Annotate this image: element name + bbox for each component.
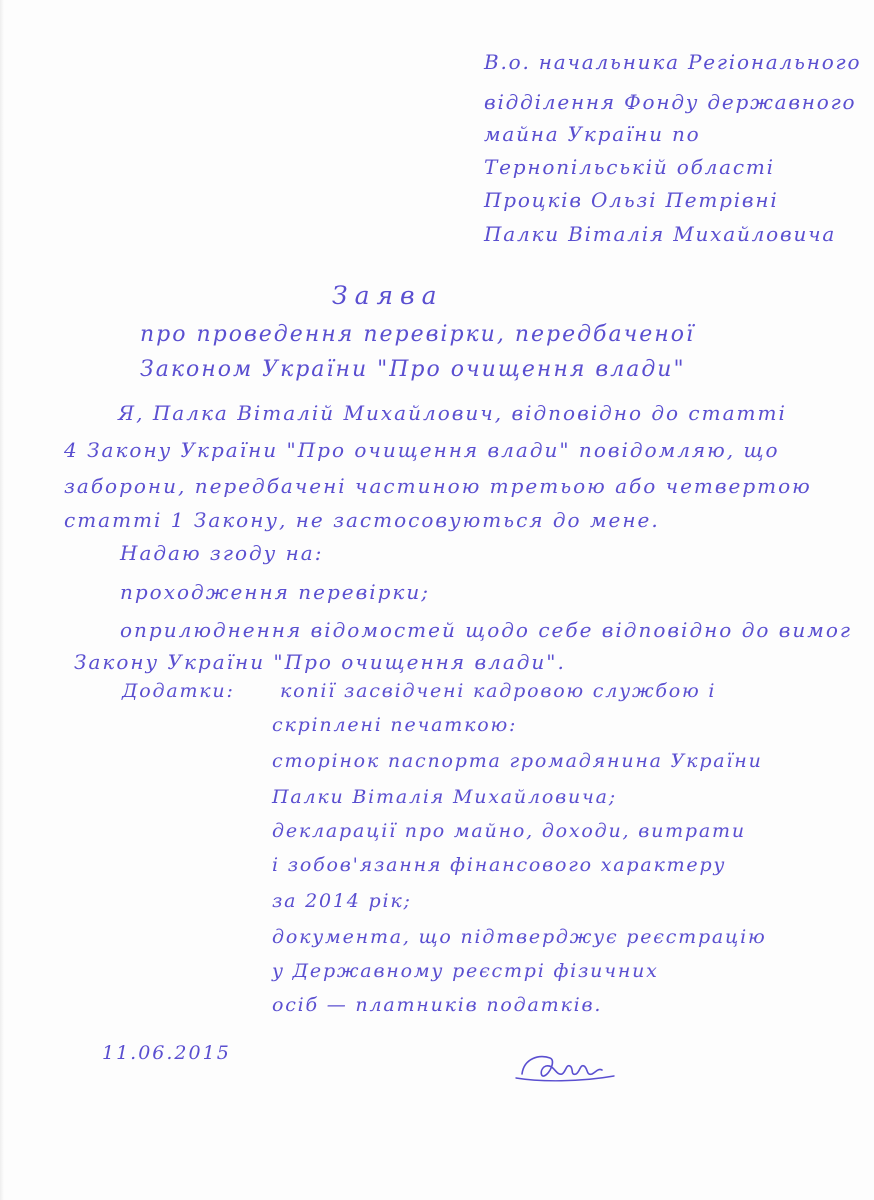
attachments-label: Додатки:	[122, 680, 235, 702]
addressee-line: майна України по	[484, 122, 701, 146]
attachment-line: за 2014 рік;	[272, 890, 412, 912]
body-line: Я, Палка Віталій Михайлович, відповідно до статті	[118, 401, 787, 425]
body-line: оприлюднення відомостей щодо себе відповідно до вимог	[120, 618, 853, 642]
addressee-line: відділення Фонду державного	[484, 90, 857, 114]
addressee-line: Процків Ользі Петрівні	[484, 188, 779, 212]
body-line: проходження перевірки;	[120, 580, 430, 604]
attachment-line: Палки Віталія Михайловича;	[272, 786, 617, 808]
handwritten-signature	[510, 1048, 620, 1088]
attachment-line: декларації про майно, доходи, витрати	[272, 820, 746, 842]
addressee-line: Палки Віталія Михайловича	[484, 222, 837, 246]
attachment-line: документа, що підтверджує реєстрацію	[272, 926, 767, 948]
attachment-line: і зобов'язання фінансового характеру	[272, 854, 727, 876]
scan-edge-shadow	[0, 0, 4, 1200]
addressee-line: В.о. начальника Регіонального	[484, 50, 862, 74]
body-line: заборони, передбачені частиною третьою або четвертою	[64, 474, 812, 498]
attachment-line: осіб — платників податків.	[272, 994, 603, 1016]
body-line: статті 1 Закону, не застосовуються до мене.	[64, 508, 660, 532]
document-date: 11.06.2015	[102, 1042, 231, 1064]
body-line: Закону України "Про очищення влади".	[74, 650, 566, 674]
attachment-line: у Державному реєстрі фізичних	[272, 960, 659, 982]
attachment-line: скріплені печаткою:	[272, 714, 518, 736]
body-line: 4 Закону України "Про очищення влади" повідомляю, що	[64, 438, 780, 462]
subtitle-line: Законом України "Про очищення влади"	[140, 357, 686, 382]
subtitle-line: про проведення перевірки, передбаченої	[140, 322, 696, 347]
body-line: Надаю згоду на:	[120, 541, 324, 565]
document-title: Заява	[332, 281, 444, 310]
attachment-line: сторінок паспорта громадянина України	[272, 750, 763, 772]
attachment-line: копії засвідчені кадровою службою і	[280, 680, 717, 702]
addressee-line: Тернопільській області	[484, 155, 775, 179]
